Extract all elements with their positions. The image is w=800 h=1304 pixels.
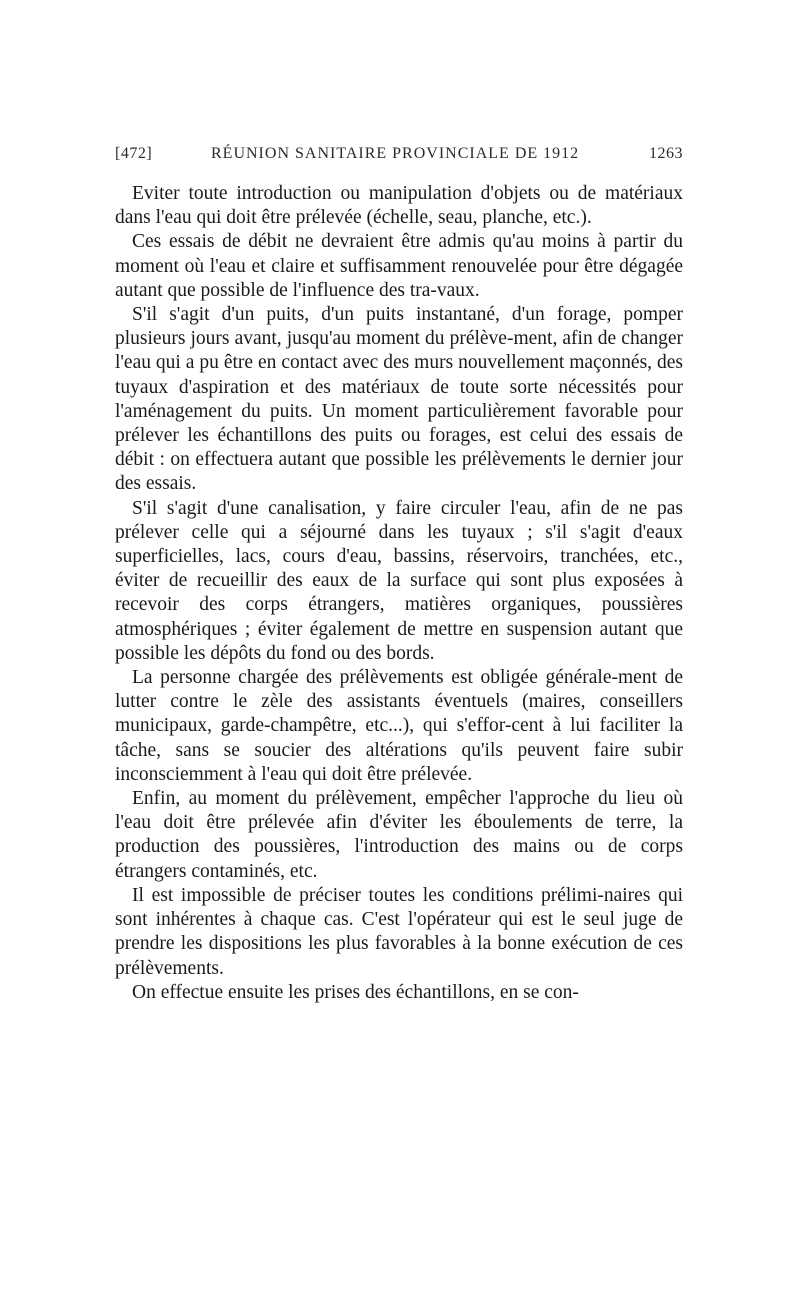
paragraph: La personne chargée des prélèvements est obligée générale-ment de lutter contre le zèle des assistants éventuels (maires, conseillers municipaux, garde-champêtre, etc...), qui s'effor-cent à lui faciliter la tâche, sans se soucier des altérations qu'ils peuvent faire subir inconsciemment à l'eau qui doit être prélevée.	[115, 667, 683, 785]
bracketed-page-number: [472]	[115, 145, 153, 162]
paragraph: Eviter toute introduction ou manipulation d'objets ou de matériaux dans l'eau qui doit être prélevée (échelle, seau, planche, etc.).	[115, 183, 683, 229]
paragraph: S'il s'agit d'une canalisation, y faire circuler l'eau, afin de ne pas prélever celle qui a séjourné dans les tuyaux ; s'il s'agit d'eaux superficielles, lacs, cours d'eau, bassins, réservoirs, tranchées, etc., éviter de recueillir des eaux de la surface qui sont plus exposées à recevoir des corps étrangers, matières organiques, poussières atmosphériques ; éviter également de mettre en suspension autant que possible les dépôts du fond ou des bords.	[115, 497, 683, 664]
paragraph: Ces essais de débit ne devraient être admis qu'au moins à partir du moment où l'eau et claire et suffisamment renouvelée pour être dégagée autant que possible de l'influence des tra-vaux.	[115, 231, 683, 301]
paragraph: Enfin, au moment du prélèvement, empêcher l'approche du lieu où l'eau doit être prélevée afin d'éviter les éboulements de terre, la production des poussières, l'introduction des mains ou de corps étrangers contaminés, etc.	[115, 788, 683, 882]
paragraph: S'il s'agit d'un puits, d'un puits instantané, d'un forage, pomper plusieurs jours avant, jusqu'au moment du prélève-ment, afin de changer l'eau qui a pu être en contact avec des murs nouvellement maçonnés, des tuyaux d'aspiration et des matériaux de toute sorte nécessités pour l'aménagement du puits. Un moment particulièrement favorable pour prélever les échantillons des puits ou forages, est celui des essais de débit : on effectuera autant que possible les prélèvements le dernier jour des essais.	[115, 304, 683, 495]
paragraph: On effectue ensuite les prises des échantillons, en se con-	[132, 981, 579, 1003]
page-number: 1263	[649, 145, 683, 162]
paragraph: Il est impossible de préciser toutes les conditions prélimi-naires qui sont inhérentes à chaque cas. C'est l'opérateur qui est le seul juge de prendre les dispositions les plus favorables à la bonne exécution de ces prélèvements.	[115, 884, 683, 979]
running-head	[115, 145, 683, 171]
running-title: RÉUNION SANITAIRE PROVINCIALE DE 1912	[211, 145, 580, 162]
body-text	[115, 182, 683, 1005]
